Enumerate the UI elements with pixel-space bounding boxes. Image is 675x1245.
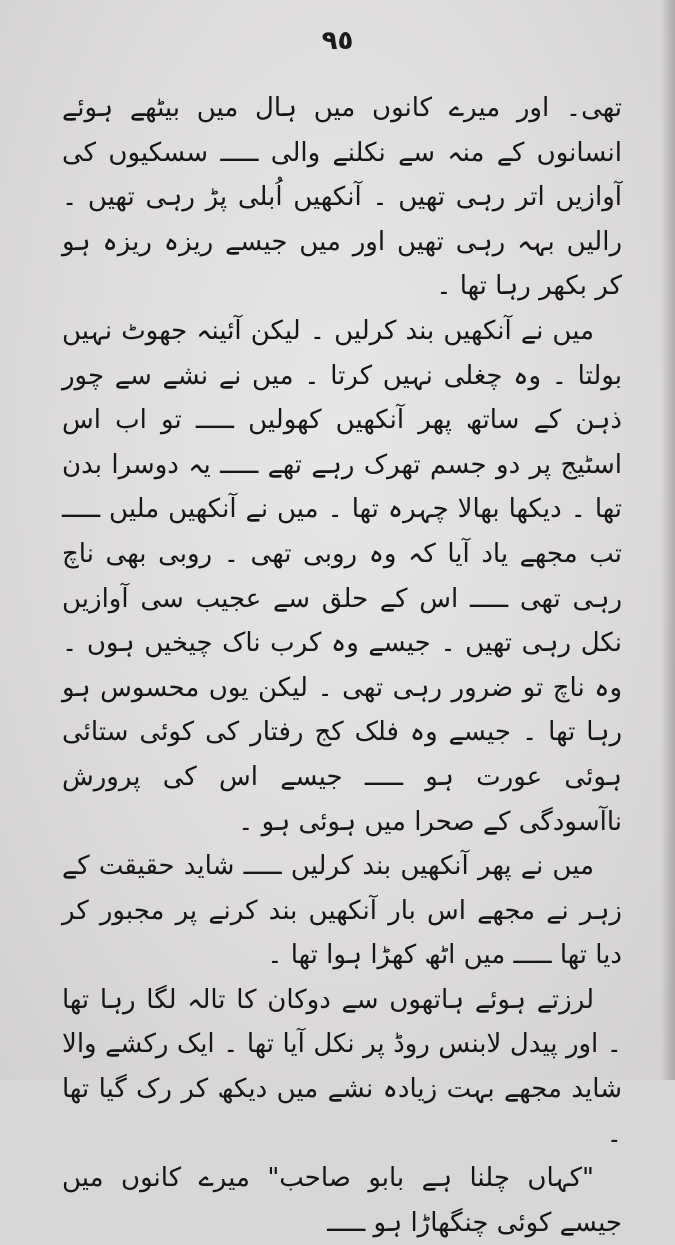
paragraph-1: تھی۔ اور میرے کانوں میں ہال میں بیٹھے ہوئے انسانوں کے منہ سے نکلنے والی ـــــ سسکیوں کی آوازیں اتر رہی تھیں ۔ آنکھیں اُبلی پڑ رہی تھیں ۔ رالیں بہہ رہی تھیں اور میں جیسے ریزہ ریزہ ہو کر بکھر رہا تھا ۔ xyxy=(62,93,622,302)
page-spine-shadow xyxy=(661,0,675,1080)
paragraph-4: لرزتے ہوئے ہاتھوں سے دوکان کا تالہ لگا رہا تھا ۔ اور پیدل لابنس روڈ پر نکل آیا تھا ۔ ایک رکشے والا شاید مجھے بہت زیادہ نشے میں دیکھ کر رک گیا تھا ۔ xyxy=(62,984,622,1149)
paragraph-5: "کہاں چلنا ہے بابو صاحب" میرے کانوں میں جیسے کوئی چنگھاڑا ہو ـــــ xyxy=(62,1163,622,1238)
paragraph-2: میں نے آنکھیں بند کرلیں ۔ لیکن آئینہ جھوٹ نہیں بولتا ۔ وہ چغلی نہیں کرتا ۔ میں نے نشے سے چور ذہن کے ساتھ پھر آنکھیں کھولیں ـــــ تو اب اس اسٹیج پر دو جسم تھرک رہے تھے ـــــ یہ دوسرا بدن تھا ۔ دیکھا بھالا چہرہ تھا ۔ میں نے آنکھیں ملیں ـــــ تب مجھے یاد آیا کہ وہ روبی تھی ۔ روبی بھی ناچ رہی تھی ـــــ اس کے حلق سے عجیب سی آوازیں نکل رہی تھیں ۔ جیسے وہ کرب ناک چیخیں ہوں ۔ وہ ناچ تو ضرور رہی تھی ۔ لیکن یوں محسوس ہو رہا تھا ۔ جیسے وہ فلک کج رفتار کی کوئی ستائی ہوئی عورت ہو ـــــ جیسے اس کی پرورش ناآسودگی کے صحرا میں ہوئی ہو ۔ xyxy=(62,315,622,837)
page-number: ٩٥ xyxy=(321,26,354,56)
paragraph-3: میں نے پھر آنکھیں بند کرلیں ـــــ شاید حقیقت کے زہر نے مجھے اس بار آنکھیں بند کرنے پر مجبور کر دیا تھا ـــــ میں اٹھ کھڑا ہوا تھا ۔ xyxy=(62,851,622,971)
page-body-text xyxy=(62,86,622,1245)
